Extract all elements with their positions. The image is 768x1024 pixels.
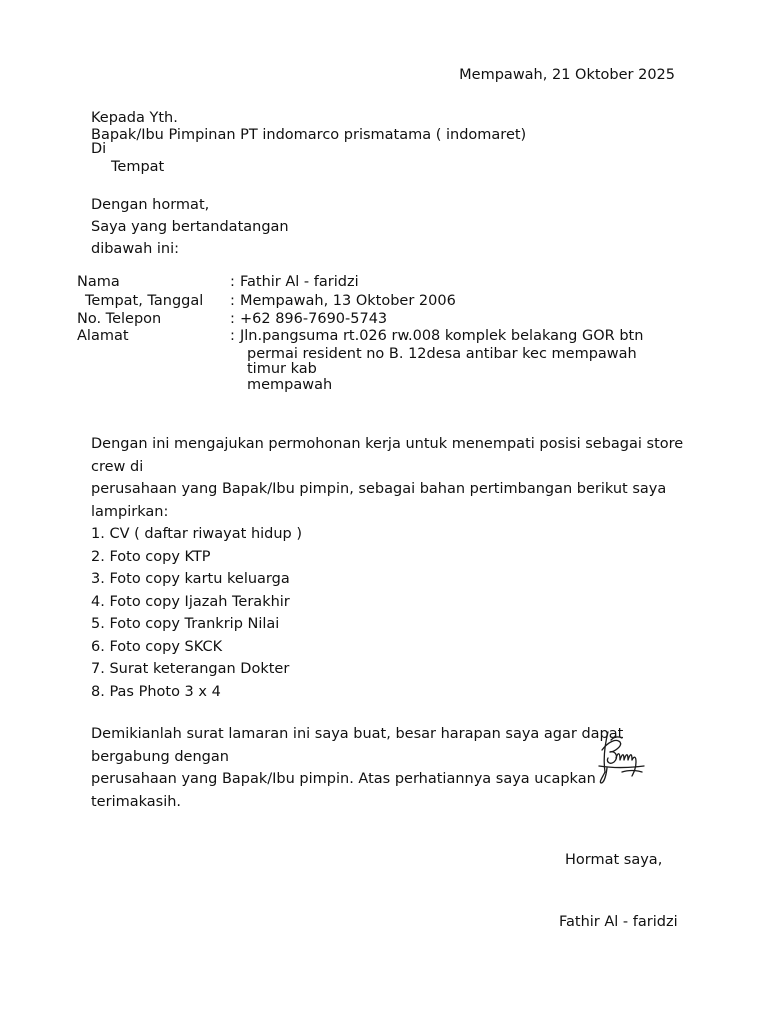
paragraph-line: perusahaan yang Bapak/Ibu pimpin, sebagai bahan pertimbangan berikut saya [91, 481, 667, 497]
recipient-line-2: Bapak/Ibu Pimpinan PT indomarco prismatama ( indomaret) [91, 127, 527, 143]
closing-paragraph [91, 723, 623, 813]
attachment-list [91, 523, 302, 703]
greeting-line-1: Dengan hormat, [91, 197, 210, 213]
recipient-line-4: Tempat [111, 159, 165, 175]
list-item: 1. CV ( daftar riwayat hidup ) [91, 526, 303, 542]
name-value: Fathir Al - faridzi [240, 274, 359, 290]
list-item: 4. Foto copy Ijazah Terakhir [91, 593, 290, 610]
signer-name: Fathir Al - faridzi [559, 914, 678, 930]
list-item: 5. Foto copy Trankrip Nilai [91, 616, 280, 632]
list-item: 8. Pas Photo 3 x 4 [91, 683, 221, 700]
paragraph-line: bergabung dengan [91, 748, 229, 765]
birth-label: Tempat, Tanggal [85, 293, 204, 309]
paragraph-line: crew di [91, 458, 144, 475]
phone-value: +62 896-7690-5743 [240, 311, 388, 327]
recipient-line-1: Kepada Yth. [91, 110, 178, 126]
list-item: 3. Foto copy kartu keluarga [91, 571, 290, 587]
letter-date: Mempawah, 21 Oktober 2025 [459, 67, 675, 83]
recipient-line-3: Di [91, 141, 107, 157]
birth-value: Mempawah, 13 Oktober 2006 [240, 293, 456, 309]
list-item: 6. Foto copy SKCK [91, 638, 223, 655]
name-colon: : [230, 274, 235, 290]
paragraph-line: perusahaan yang Bapak/Ibu pimpin. Atas perhatiannya saya ucapkan [91, 771, 596, 787]
paragraph-line: Demikianlah surat lamaran ini saya buat, besar harapan saya agar dapat [91, 726, 624, 742]
list-item: 7. Surat keterangan Dokter [91, 661, 290, 677]
handwritten-signature [596, 728, 648, 786]
list-item: 2. Foto copy KTP [91, 548, 211, 565]
address-label: Alamat [77, 328, 129, 344]
paragraph-line: Dengan ini mengajukan permohonan kerja untuk menempati posisi sebagai store [91, 436, 684, 452]
closing-salutation: Hormat saya, [565, 852, 663, 868]
greeting-line-2: Saya yang bertandatangan [91, 219, 289, 235]
address-line-3: timur kab [247, 361, 317, 377]
application-paragraph [91, 433, 683, 523]
phone-colon: : [230, 311, 235, 327]
address-colon: : [230, 328, 235, 344]
name-label: Nama [77, 274, 120, 290]
phone-label: No. Telepon [77, 311, 162, 327]
address-line-1: Jln.pangsuma rt.026 rw.008 komplek belakang GOR btn [240, 328, 644, 344]
birth-colon: : [230, 293, 235, 309]
paragraph-line: terimakasih. [91, 793, 182, 810]
greeting-line-3: dibawah ini: [91, 241, 179, 257]
paragraph-line: lampirkan: [91, 503, 169, 520]
address-line-2: permai resident no B. 12desa antibar kec mempawah [247, 346, 637, 362]
address-line-4: mempawah [247, 377, 333, 393]
